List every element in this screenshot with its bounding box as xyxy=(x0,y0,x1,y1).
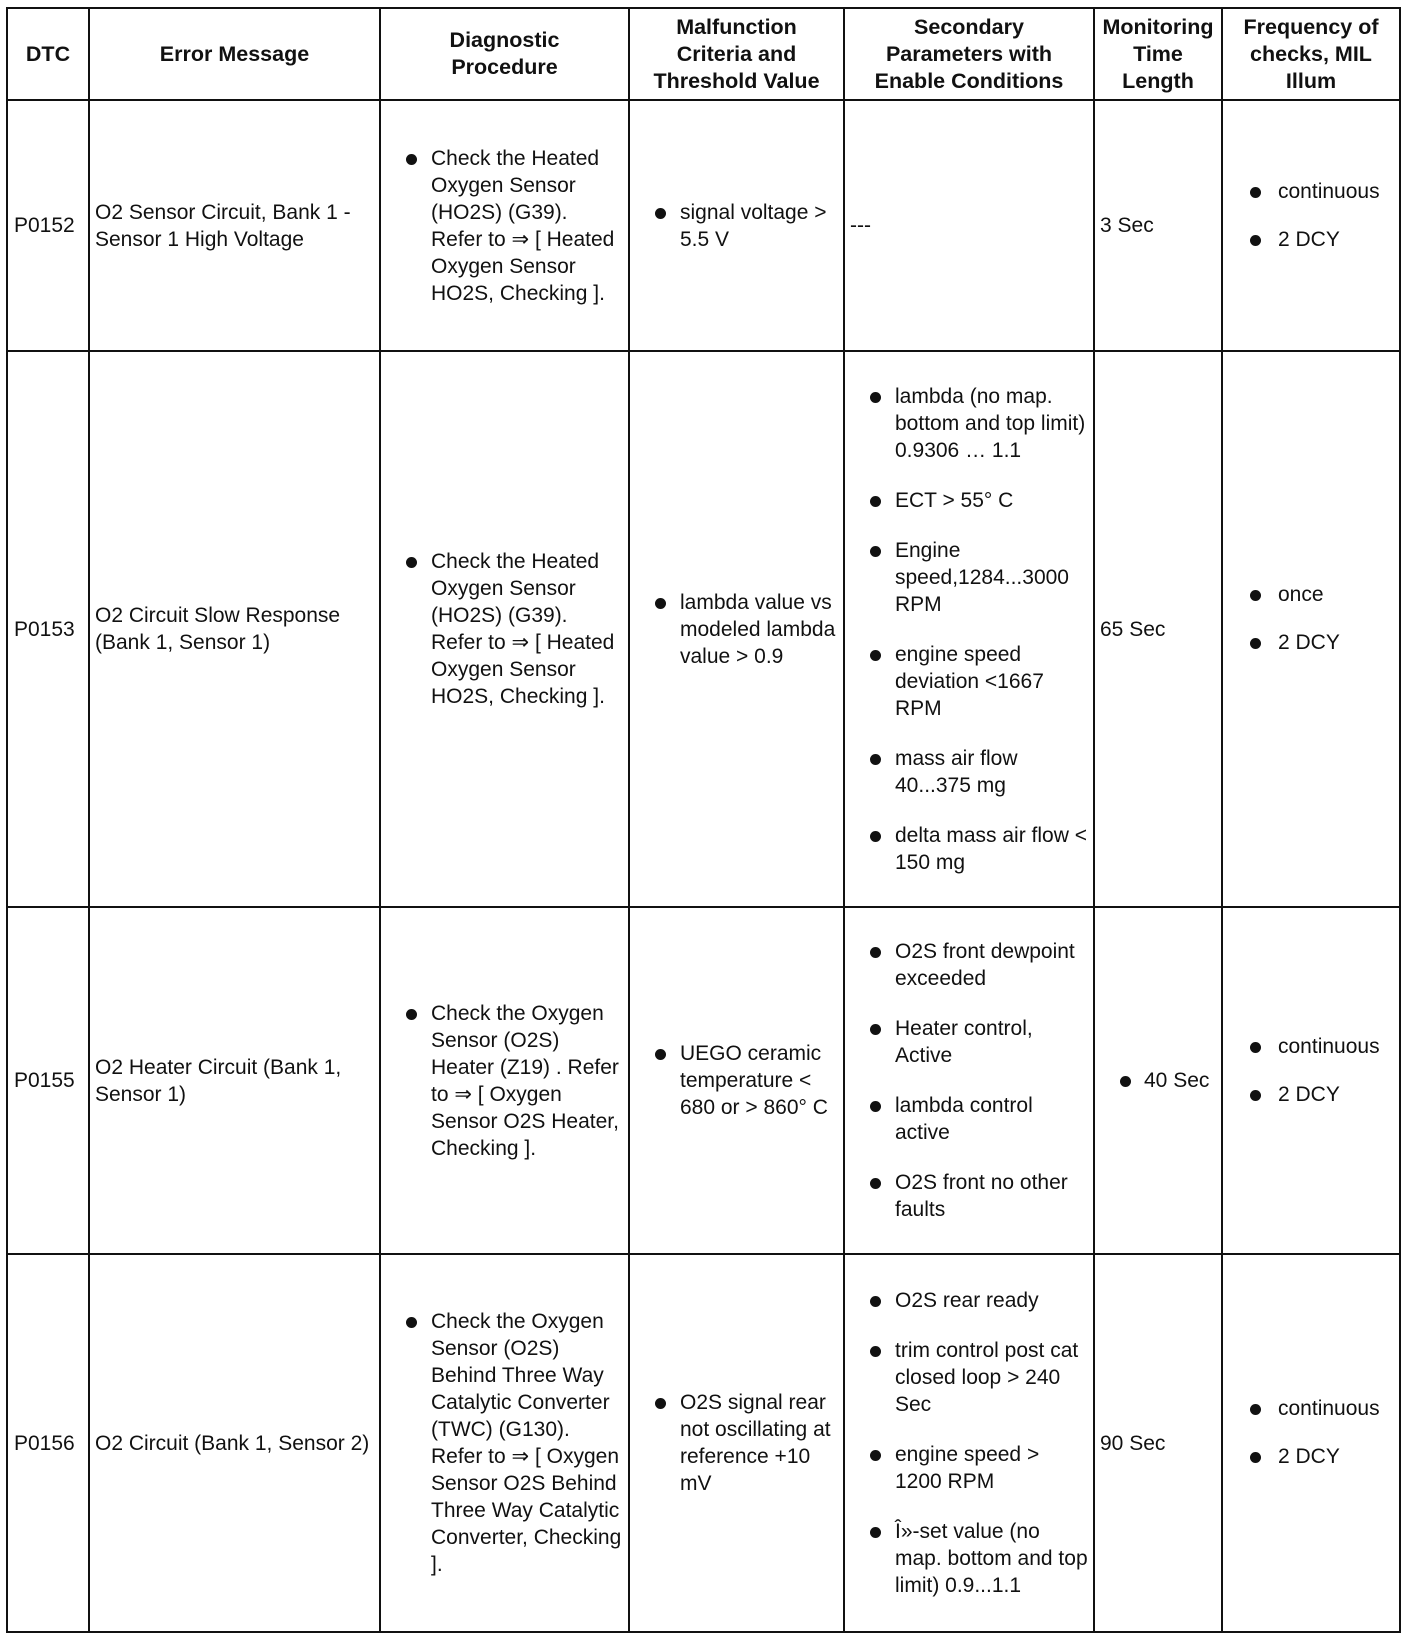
frequency-item: continuous xyxy=(1228,1033,1394,1060)
secondary-parameter-item: Engine speed,1284...3000 RPM xyxy=(850,537,1088,618)
criteria-list xyxy=(635,199,838,253)
malfunction-criteria xyxy=(629,907,844,1254)
malfunction-criteria xyxy=(629,100,844,351)
frequency-mil xyxy=(1222,907,1400,1254)
frequency-item: 2 DCY xyxy=(1228,1443,1394,1470)
secondary-parameter-item: O2S rear ready xyxy=(850,1287,1088,1314)
header-malfunction-criteria: Malfunction Criteria and Threshold Value xyxy=(629,8,844,100)
procedure-list xyxy=(386,548,623,710)
secondary-parameter-item: lambda control active xyxy=(850,1092,1088,1146)
procedure-list xyxy=(386,1000,623,1162)
criteria-item: UEGO ceramic temperature < 680 or > 860° C xyxy=(635,1040,838,1121)
diagnostic-procedure xyxy=(380,907,629,1254)
monitoring-time: 65 Sec xyxy=(1094,351,1222,907)
diagnostic-procedure xyxy=(380,351,629,907)
header-row xyxy=(7,8,1400,100)
monitoring-time xyxy=(1094,907,1222,1254)
frequency-item: continuous xyxy=(1228,178,1394,205)
procedure-list xyxy=(386,145,623,307)
monitoring-time: 3 Sec xyxy=(1094,100,1222,351)
frequency-list xyxy=(1228,1033,1394,1108)
secondary-parameter-item: O2S front no other faults xyxy=(850,1169,1088,1223)
monitoring-time: 90 Sec xyxy=(1094,1254,1222,1632)
secondary-parameter-item: Î»-set value (no map. bottom and top limit) 0.9...1.1 xyxy=(850,1518,1088,1599)
secondary-parameter-item: ECT > 55° C xyxy=(850,487,1088,514)
procedure-item: Check the Oxygen Sensor (O2S) Heater (Z19) . Refer to ⇒ [ Oxygen Sensor O2S Heater, Checking ]. xyxy=(386,1000,623,1162)
procedure-list xyxy=(386,1308,623,1578)
error-message: O2 Circuit (Bank 1, Sensor 2) xyxy=(89,1254,380,1632)
header-monitoring-time: Monitoring Time Length xyxy=(1094,8,1222,100)
malfunction-criteria xyxy=(629,351,844,907)
frequency-mil xyxy=(1222,100,1400,351)
dtc-code: P0155 xyxy=(7,907,89,1254)
secondary-parameter-item: lambda (no map. bottom and top limit) 0.9306 … 1.1 xyxy=(850,383,1088,464)
frequency-item: 2 DCY xyxy=(1228,629,1394,656)
monitoring-list xyxy=(1100,1067,1216,1094)
secondary-parameter-item: engine speed deviation <1667 RPM xyxy=(850,641,1088,722)
dtc-table-container xyxy=(6,7,1401,1633)
error-message: O2 Circuit Slow Response (Bank 1, Sensor 1) xyxy=(89,351,380,907)
criteria-item: signal voltage > 5.5 V xyxy=(635,199,838,253)
frequency-list xyxy=(1228,581,1394,656)
header-frequency: Frequency of checks, MIL Illum xyxy=(1222,8,1400,100)
frequency-list xyxy=(1228,178,1394,253)
criteria-item: O2S signal rear not oscillating at reference +10 mV xyxy=(635,1389,838,1497)
secondary-parameter-item: delta mass air flow < 150 mg xyxy=(850,822,1088,876)
dtc-table xyxy=(6,7,1401,1633)
frequency-item: 2 DCY xyxy=(1228,226,1394,253)
secondary-parameter-item: engine speed > 1200 RPM xyxy=(850,1441,1088,1495)
criteria-item: lambda value vs modeled lambda value > 0.9 xyxy=(635,589,838,670)
secondary-parameters xyxy=(844,351,1094,907)
secondary-parameter-list xyxy=(850,938,1088,1223)
dtc-code: P0156 xyxy=(7,1254,89,1632)
dtc-table-body xyxy=(7,100,1400,1632)
dtc-code: P0153 xyxy=(7,351,89,907)
frequency-list xyxy=(1228,1395,1394,1470)
header-dtc: DTC xyxy=(7,8,89,100)
secondary-parameter-item: mass air flow 40...375 mg xyxy=(850,745,1088,799)
secondary-parameter-item: O2S front dewpoint exceeded xyxy=(850,938,1088,992)
frequency-item: once xyxy=(1228,581,1394,608)
diagnostic-procedure xyxy=(380,1254,629,1632)
error-message: O2 Sensor Circuit, Bank 1 - Sensor 1 High Voltage xyxy=(89,100,380,351)
error-message: O2 Heater Circuit (Bank 1, Sensor 1) xyxy=(89,907,380,1254)
criteria-list xyxy=(635,1389,838,1497)
frequency-mil xyxy=(1222,351,1400,907)
table-row xyxy=(7,1254,1400,1632)
header-error-message: Error Message xyxy=(89,8,380,100)
procedure-item: Check the Heated Oxygen Sensor (HO2S) (G39). Refer to ⇒ [ Heated Oxygen Sensor HO2S, Checking ]. xyxy=(386,145,623,307)
frequency-item: continuous xyxy=(1228,1395,1394,1422)
frequency-item: 2 DCY xyxy=(1228,1081,1394,1108)
secondary-parameter-item: Heater control, Active xyxy=(850,1015,1088,1069)
diagnostic-procedure xyxy=(380,100,629,351)
table-row xyxy=(7,351,1400,907)
monitoring-item: 40 Sec xyxy=(1100,1067,1216,1094)
malfunction-criteria xyxy=(629,1254,844,1632)
secondary-parameter-list xyxy=(850,383,1088,876)
criteria-list xyxy=(635,1040,838,1121)
frequency-mil xyxy=(1222,1254,1400,1632)
secondary-parameter-list xyxy=(850,1287,1088,1599)
secondary-parameters xyxy=(844,907,1094,1254)
secondary-parameters xyxy=(844,1254,1094,1632)
secondary-parameter-item: trim control post cat closed loop > 240 Sec xyxy=(850,1337,1088,1418)
procedure-item: Check the Heated Oxygen Sensor (HO2S) (G39). Refer to ⇒ [ Heated Oxygen Sensor HO2S, Checking ]. xyxy=(386,548,623,710)
dtc-code: P0152 xyxy=(7,100,89,351)
header-diagnostic-procedure: Diagnostic Procedure xyxy=(380,8,629,100)
criteria-list xyxy=(635,589,838,670)
header-secondary-parameters: Secondary Parameters with Enable Conditions xyxy=(844,8,1094,100)
procedure-item: Check the Oxygen Sensor (O2S) Behind Three Way Catalytic Converter (TWC) (G130). Refer to ⇒ [ Oxygen Sensor O2S Behind Three Way Catalytic Converter, Checking ]. xyxy=(386,1308,623,1578)
secondary-parameters: --- xyxy=(844,100,1094,351)
table-row xyxy=(7,907,1400,1254)
table-row xyxy=(7,100,1400,351)
